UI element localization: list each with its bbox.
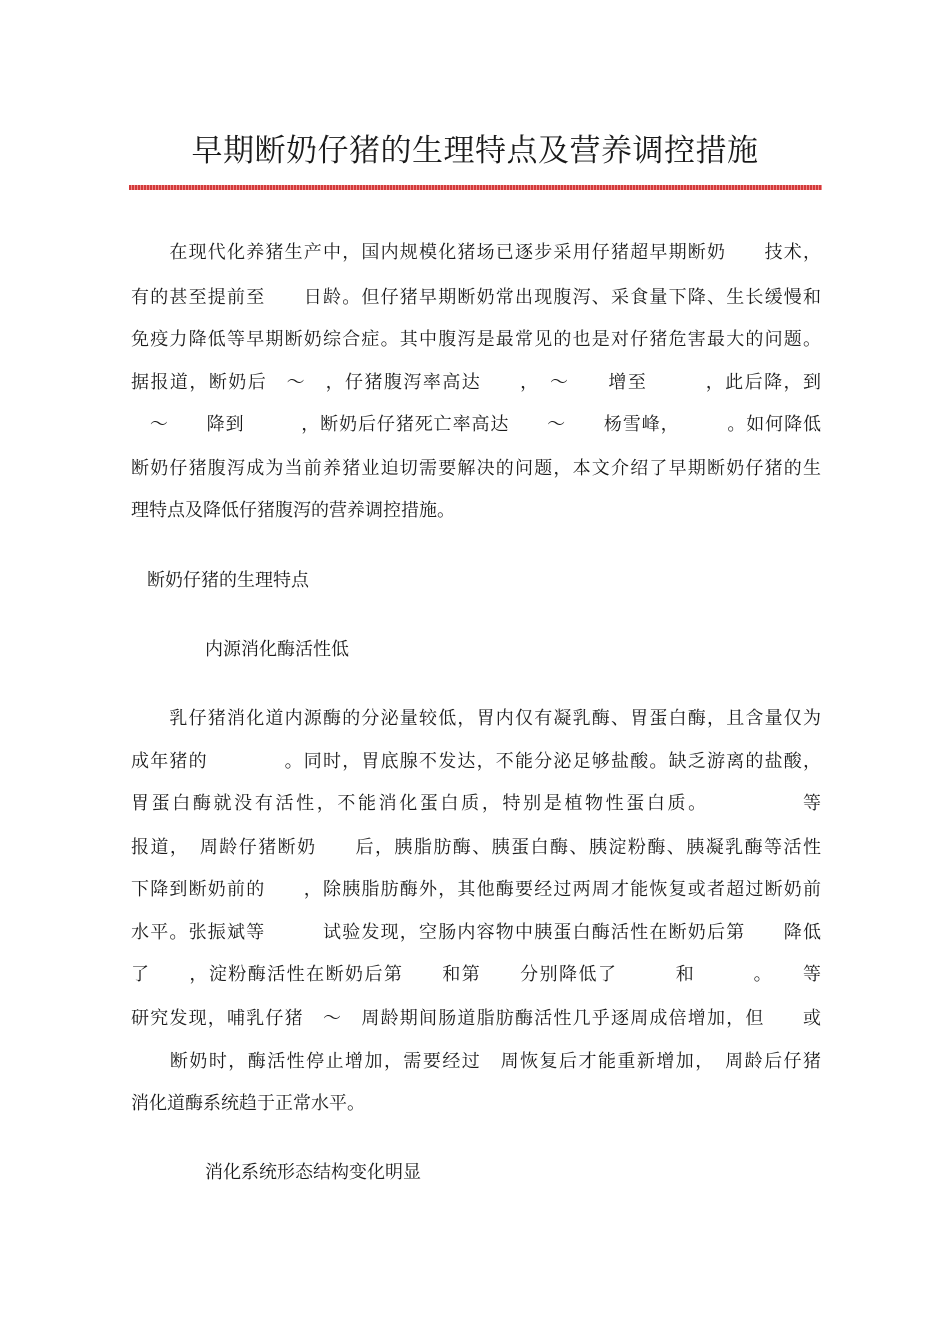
- body-line: 下降到断奶前的 ，除胰脂肪酶外，其他酶要经过两周才能恢复或者超过断奶前: [131, 879, 821, 900]
- section-heading: 断奶仔猪的生理特点: [147, 570, 309, 591]
- body-line: 胃蛋白酶就没有活性，不能消化蛋白质，特别是植物性蛋白质。 等: [131, 793, 821, 814]
- intro-line: 断奶仔猪腹泻成为当前养猪业迫切需要解决的问题，本文介绍了早期断奶仔猪的生: [131, 458, 821, 479]
- body-line: 乳仔猪消化道内源酶的分泌量较低，胃内仅有凝乳酶、胃蛋白酶，且含量仅为: [131, 708, 821, 729]
- subsection-heading: 消化系统形态结构变化明显: [205, 1162, 421, 1183]
- intro-line: 在现代化养猪生产中，国内规模化猪场已逐步采用仔猪超早期断奶 技术，: [131, 242, 821, 263]
- intro-line: 免疫力降低等早期断奶综合症。其中腹泻是最常见的也是对仔猪危害最大的问题。: [131, 329, 821, 350]
- title-underline-rule: [129, 185, 822, 190]
- body-line: 成年猪的 。同时，胃底腺不发达，不能分泌足够盐酸。缺乏游离的盐酸，: [131, 751, 821, 772]
- body-line: 了 ，淀粉酶活性在断奶后第 和第 分别降低了 和 。 等: [131, 964, 821, 985]
- document-title: 早期断奶仔猪的生理特点及营养调控措施: [191, 133, 759, 169]
- body-line: 研究发现，哺乳仔猪 ～ 周龄期间肠道脂肪酶活性几乎逐周成倍增加，但 或: [131, 1008, 821, 1029]
- intro-line: 有的甚至提前至 日龄。但仔猪早期断奶常出现腹泻、采食量下降、生长缓慢和: [131, 287, 821, 308]
- body-line: 断奶时，酶活性停止增加，需要经过 周恢复后才能重新增加， 周龄后仔猪: [131, 1051, 821, 1072]
- body-line: 消化道酶系统趋于正常水平。: [131, 1093, 365, 1114]
- intro-line: ～ 降到 ，断奶后仔猪死亡率高达 ～ 杨雪峰， 。如何降低: [131, 414, 821, 435]
- body-line: 水平。张振斌等 试验发现，空肠内容物中胰蛋白酶活性在断奶后第 降低: [131, 922, 821, 943]
- intro-line: 据报道，断奶后 ～ ，仔猪腹泻率高达 ， ～ 增至 ，此后降，到: [131, 372, 821, 393]
- body-line: 报道， 周龄仔猪断奶 后，胰脂肪酶、胰蛋白酶、胰淀粉酶、胰凝乳酶等活性: [131, 837, 821, 858]
- subsection-heading: 内源消化酶活性低: [205, 639, 349, 660]
- intro-line: 理特点及降低仔猪腹泻的营养调控措施。: [131, 500, 455, 521]
